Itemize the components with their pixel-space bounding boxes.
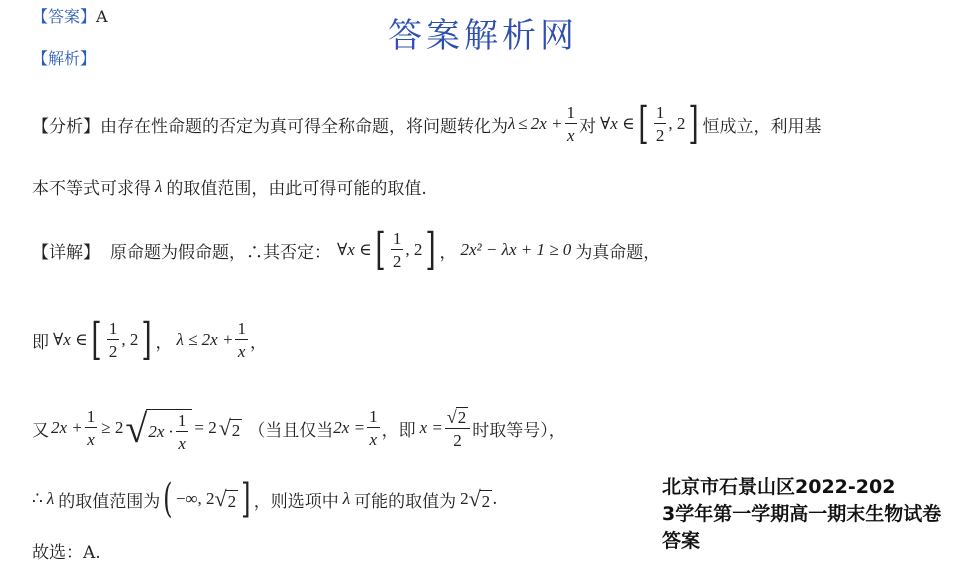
forall-x-in: ∀x ∈ <box>600 114 635 133</box>
right-bracket: ] <box>688 98 700 149</box>
detail-line-5: 故选：A. <box>32 543 101 563</box>
frac-one-over-x: $\frac{1}{x}$ <box>566 103 575 145</box>
interval-upper-3: , 2 <box>121 330 139 349</box>
left-bracket-2: [ <box>375 224 386 275</box>
comma-sep-2: ， <box>155 332 173 353</box>
left-paren: ( <box>163 476 173 522</box>
detail-tag: 【详解】 <box>32 242 100 263</box>
right-bracket-3: ] <box>141 314 153 365</box>
expr-x-eq: x = <box>419 418 443 437</box>
lambda-symbol-3: λ <box>46 489 55 508</box>
watermark-title: 答案解析网 <box>388 16 578 56</box>
detail-text-3c: ，即 <box>381 420 416 441</box>
frac-one-half-2: $\frac{1}{2}$ <box>392 229 402 271</box>
frac-one-half-3: $\frac{1}{2}$ <box>108 319 118 361</box>
left-bracket: [ <box>638 98 649 149</box>
analysis-tag: 【分析】 <box>32 116 100 137</box>
sqrt-two-2: √ 2 <box>214 486 237 511</box>
frac-one-over-x-2: $\frac{1}{x}$ <box>237 319 246 361</box>
lambda-symbol-2: λ <box>155 176 163 196</box>
overlay-caption <box>662 474 941 555</box>
interval-upper: , 2 <box>668 114 686 133</box>
detail-text-4b: 的取值范围为 <box>58 491 161 512</box>
sqrt-two-3: √ 2 <box>468 486 491 511</box>
detail-text-1a: 原命题为假命题，∴其否定： <box>110 242 331 263</box>
analysis-dui: 对 <box>579 116 596 137</box>
detail-text-4c: ，则选项中 <box>253 491 339 512</box>
overlay-line-1: 北京市石景山区2022-202 <box>662 476 896 498</box>
analysis-text-1b: 恒成立，利用基 <box>702 116 822 137</box>
sqrt-two: √ 2 <box>218 415 241 440</box>
answer-value: A <box>96 7 108 26</box>
lambda-symbol: λ <box>508 114 516 133</box>
interval-upper-2: , 2 <box>405 240 423 259</box>
lambda-ineq: λ ≤ 2x + <box>176 330 234 349</box>
detail-text-3d: 时取等号）， <box>472 420 566 441</box>
expr-2x-eq: 2x = <box>333 418 366 437</box>
detail-text-4d: 可能的取值为 <box>354 491 457 512</box>
therefore-symbol: ∴ <box>32 489 43 509</box>
leq-symbol: ≤ <box>518 114 528 133</box>
period: . <box>492 489 498 509</box>
overlay-line-3: 答案 <box>662 530 701 552</box>
analysis-text-1: 由存在性命题的否定为真可得全称命题，将问题转化为 <box>100 116 508 137</box>
detail-line-1 <box>32 222 660 278</box>
analysis-text-2b: 的取值范围，由此可得可能的取值. <box>166 179 427 199</box>
eq-two: = 2 <box>194 418 217 437</box>
detail-text-3b: （当且仅当 <box>248 420 334 441</box>
forall-x-in-3: ∀x ∈ <box>53 330 88 349</box>
overlay-line-2: 3学年第一学期高一期末生物试卷 <box>662 503 942 525</box>
geq-two: ≥ 2 <box>101 418 124 437</box>
detail-text-1b: 为真命题， <box>575 242 661 263</box>
detail-line-4 <box>32 476 498 522</box>
comma-sep-1: ， <box>439 242 457 263</box>
answer-header <box>32 4 108 27</box>
answer-tag: 【答案】 <box>32 7 97 26</box>
value-two: 2 <box>460 489 469 508</box>
interval-lower: −∞, 2 <box>175 489 215 508</box>
expr-2x-plus: 2x + <box>530 114 563 133</box>
detail-line-3 <box>32 398 566 458</box>
analysis-text-2a: 本不等式可求得 <box>32 179 151 199</box>
frac-one-over-x-3: $\frac{1}{x}$ <box>86 407 96 449</box>
frac-sqrt2-over-2: √ 2 2 <box>445 407 470 449</box>
lambda-symbol-4: λ <box>342 489 351 508</box>
frac-one-over-x-4: $\frac{1}{x}$ <box>369 407 378 449</box>
right-bracket-4: ] <box>241 476 251 522</box>
detail-text-2a: 即 <box>32 332 49 353</box>
analysis-line-1 <box>32 96 821 152</box>
analysis-header-tag: 【解析】 <box>32 49 97 68</box>
detail-text-3a: 又 <box>32 420 49 441</box>
detail-line-2 <box>32 312 267 368</box>
right-bracket-2: ] <box>425 224 437 275</box>
left-bracket-3: [ <box>91 314 102 365</box>
expr-2x-plus-2: 2x + <box>51 418 83 437</box>
polynomial-inequality: 2x² − λx + 1 ≥ 0 <box>460 240 572 259</box>
forall-x-in-2: ∀x ∈ <box>337 240 372 259</box>
analysis-line-2 <box>32 174 427 199</box>
frac-one-half: $\frac{1}{2}$ <box>655 103 665 145</box>
detail-text-2-end: ， <box>249 332 267 353</box>
sqrt-amgm: √ 2x · $\frac{1}{x}$ <box>125 405 192 452</box>
